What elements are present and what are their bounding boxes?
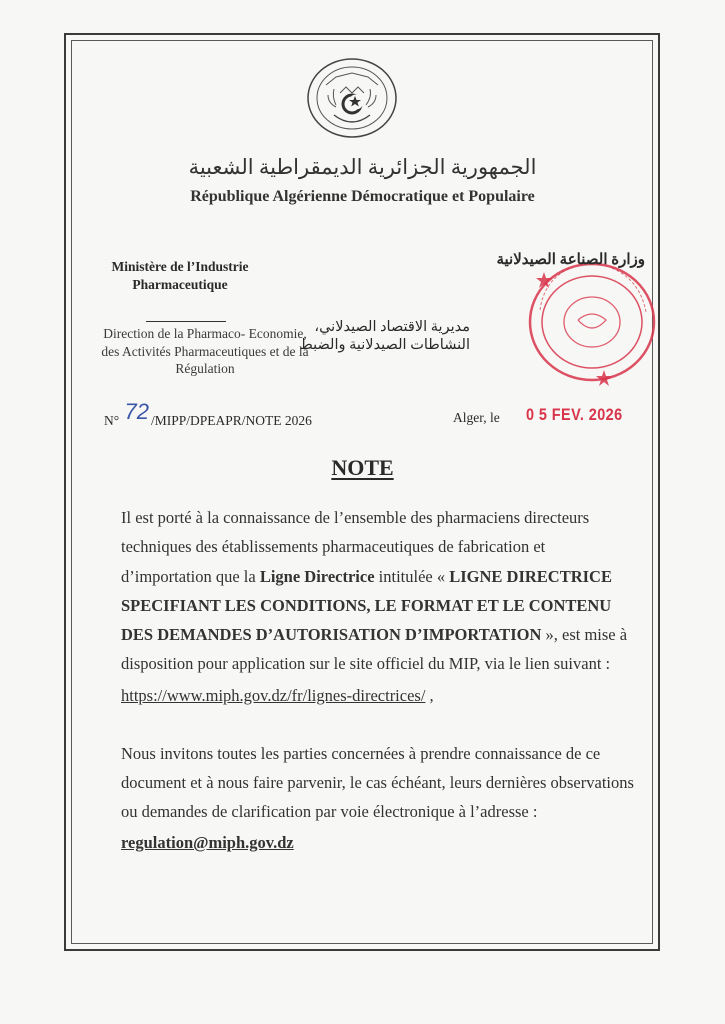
body-line: document et à nous faire parvenir, le cas échéant, leurs dernières observations	[121, 773, 634, 792]
ref-prefix: N°	[104, 413, 120, 428]
direction-ar-line-1: مديرية الاقتصاد الصيدلاني،	[314, 319, 470, 335]
text-run: intitulée «	[374, 567, 450, 586]
direction-line-1: Direction de la Pharmaco- Economie,	[103, 326, 307, 341]
date-stamp: 0 5 FEV. 2026	[526, 405, 623, 424]
text-run-bold: LIGNE DIRECTRICE	[449, 567, 612, 586]
text-run: d’importation que la	[121, 567, 260, 586]
body-line-bold: SPECIFIANT LES CONDITIONS, LE FORMAT ET LE CONTENU	[121, 596, 612, 615]
republic-title-arabic: الجمهورية الجزائرية الديمقراطية الشعبية	[188, 155, 537, 179]
text-run: », est mise à	[541, 625, 628, 644]
direction-line-2: des Activités Pharmaceutiques et de la	[101, 343, 309, 359]
ministry-line-2: Pharmaceutique	[132, 277, 228, 292]
body-line: techniques des établissements pharmaceutiques de fabrication et	[121, 537, 546, 556]
official-stamp-icon	[500, 250, 660, 400]
text-run-bold: DES DEMANDES D’AUTORISATION D’IMPORTATION	[121, 625, 542, 644]
guidelines-link[interactable]: https://www.miph.gov.dz/fr/lignes-directrices/	[121, 686, 426, 705]
text-run-bold: Ligne Directrice	[259, 567, 375, 586]
body-line: disposition pour application sur le site officiel du MIP, via le lien suivant :	[121, 654, 611, 673]
body-line: ou demandes de clarification par voie électronique à l’adresse :	[121, 802, 538, 821]
ministry-line-1: Ministère de l’Industrie	[111, 259, 249, 274]
body-line	[121, 567, 612, 587]
email-link[interactable]: regulation@miph.gov.dz	[121, 833, 294, 852]
body-line: Nous invitons toutes les parties concernées à prendre connaissance de ce	[121, 744, 601, 763]
divider	[146, 321, 226, 322]
direction-line-3: Régulation	[175, 361, 235, 376]
direction-name-arabic	[260, 318, 470, 354]
ref-handwritten-number: 72	[124, 399, 150, 424]
direction-ar-line-2: النشاطات الصيدلانية والضبط	[299, 337, 470, 353]
note-title-text: NOTE	[331, 455, 394, 480]
note-title	[0, 455, 725, 481]
body-line	[121, 625, 627, 645]
place-label: Alger, le	[453, 410, 500, 425]
ministry-name-french	[80, 258, 280, 294]
ministry-name-arabic: وزارة الصناعة الصيدلانية	[496, 252, 645, 268]
body-line: Il est porté à la connaissance de l’ensemble des pharmaciens directeurs	[121, 508, 590, 527]
republic-title-french: République Algérienne Démocratique et Populaire	[190, 188, 535, 205]
ref-suffix: /MIPP/DPEAPR/NOTE 2026	[151, 413, 312, 428]
algeria-emblem-icon	[306, 57, 398, 139]
reference-number	[104, 399, 312, 431]
body-line	[121, 686, 434, 706]
text-run: ,	[425, 686, 434, 705]
